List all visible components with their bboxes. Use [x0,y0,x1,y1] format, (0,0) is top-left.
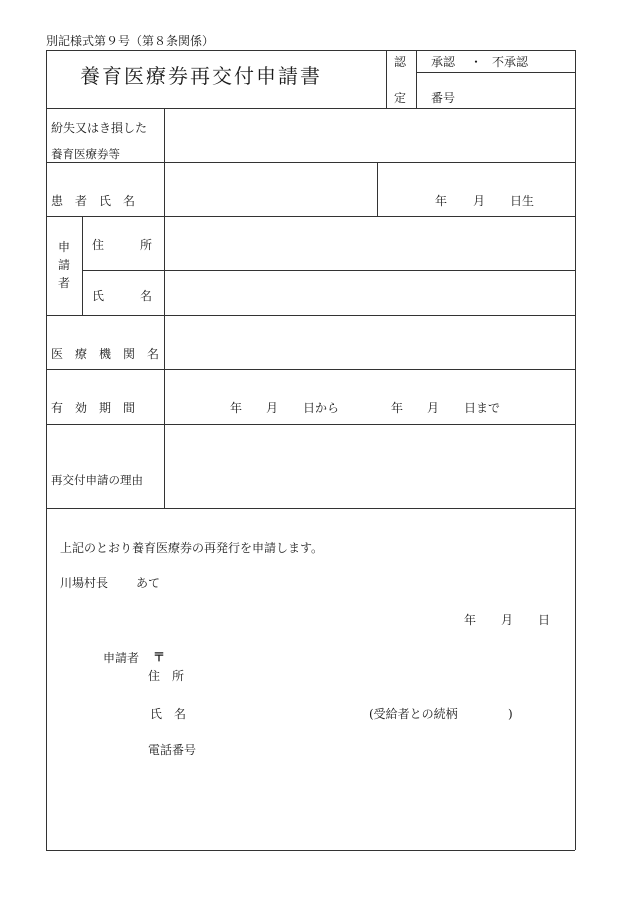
applicant-address-field[interactable] [166,218,573,268]
statement-address-label: 住 所 [148,669,185,683]
medical-institution-field[interactable] [166,317,573,367]
to-month-label: 月 [427,401,440,415]
from-month-label: 月 [266,401,279,415]
relation-close: ) [508,707,513,721]
birth-day-label: 日生 [510,194,535,208]
lost-ticket-label-1: 紛失又はき損した [51,121,148,135]
approve-option: 承認 [431,55,456,69]
form-code: 別記様式第９号（第８条関係） [46,34,215,48]
phone-label: 電話番号 [148,743,197,757]
addressee-ate: あて [136,576,161,590]
to-day-label: 日まで [464,401,501,415]
applicant-name-field[interactable] [166,272,573,313]
applicant-vertical-2: 請 [58,258,71,272]
to-year-label: 年 [391,401,404,415]
validity-period-label: 有 効 期 間 [51,401,136,415]
approval-label-tei: 定 [394,91,407,105]
applicant-vertical-3: 者 [58,276,71,290]
birth-month-label: 月 [473,194,486,208]
applicant-label: 申請者 [103,651,140,665]
postal-mark: 〒 [153,650,166,664]
date-year-label: 年 [464,613,477,627]
reason-label: 再交付申請の理由 [51,473,143,487]
date-day-label: 日 [538,613,551,627]
approval-label-nin: 認 [394,55,407,69]
reason-field[interactable] [166,426,573,506]
patient-name-label: 患 者 氏 名 [51,194,136,208]
lost-ticket-field[interactable] [166,110,573,160]
from-year-label: 年 [230,401,243,415]
applicant-name-label: 氏 名 [92,289,153,303]
statement-name-label: 氏 名 [150,707,187,721]
form-title: 養育医療券再交付申請書 [80,64,322,88]
addressee: 川場村長 [60,576,109,590]
birth-year-label: 年 [435,194,448,208]
date-month-label: 月 [501,613,514,627]
medical-institution-label: 医 療 機 関 名 [51,347,160,361]
disapprove-option: 不承認 [492,55,529,69]
relation-open: (受給者との続柄 [369,707,458,721]
applicant-address-label: 住 所 [92,238,153,252]
lost-ticket-label-2: 養育医療券等 [51,147,120,161]
approval-number-label: 番号 [431,91,456,105]
from-day-label: 日から [303,401,340,415]
applicant-vertical-1: 申 [58,240,71,254]
patient-name-field[interactable] [166,164,375,214]
approval-dot: ・ [470,55,483,69]
statement-text: 上記のとおり養育医療券の再発行を申請します。 [60,541,324,555]
